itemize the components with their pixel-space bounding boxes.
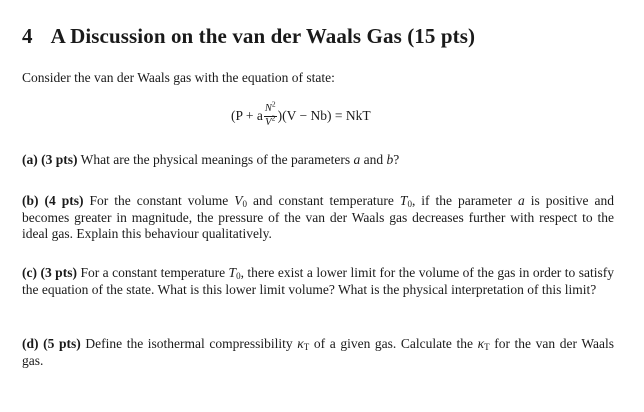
math-variable: b	[386, 152, 394, 167]
math-variable: κ	[477, 336, 485, 351]
math-variable: a	[518, 193, 525, 208]
section-heading	[22, 24, 475, 49]
equation-open: (P + a	[231, 108, 263, 123]
math-subscript: T	[303, 342, 310, 352]
question-label: (a) (3 pts)	[22, 152, 78, 167]
question-a	[22, 152, 614, 169]
question-text: For a constant temperature	[80, 265, 229, 280]
question-label: (c) (3 pts)	[22, 265, 77, 280]
math-variable: T	[228, 265, 237, 280]
question-b	[22, 193, 614, 243]
denominator-power: 2	[271, 113, 276, 122]
question-text: and constant temperature	[246, 193, 400, 208]
question-text: for the van der Waals gas.	[22, 336, 615, 368]
math-subscript: 0	[242, 199, 247, 209]
question-text: of a given gas. Calculate the	[309, 336, 478, 351]
numerator-power: 2	[271, 99, 276, 109]
question-text: Define the isothermal compressibility	[85, 336, 298, 351]
question-label: (b) (4 pts)	[22, 193, 84, 208]
equation-rest: )(V − Nb) = NkT	[277, 108, 371, 123]
question-text: , if the parameter	[411, 193, 519, 208]
section-title: A Discussion on the van der Waals Gas (15 pts)	[50, 24, 476, 48]
math-subscript: 0	[236, 271, 241, 281]
question-text: What are the physical meanings of the parameters	[80, 152, 354, 167]
math-variable: a	[353, 152, 361, 167]
equation-fraction	[264, 99, 277, 128]
section-number: 4	[22, 24, 33, 48]
question-text: ?	[393, 152, 400, 167]
math-variable: T	[399, 193, 408, 208]
question-text: and	[360, 152, 387, 167]
question-text: , there exist a lower limit for the volume of the gas in order to satisfy the equation of the state. What is this lower limit volume? What is the physical interpretation of this limit?	[22, 265, 615, 297]
question-d	[22, 336, 614, 369]
equation-of-state	[231, 97, 371, 135]
question-label: (d) (5 pts)	[22, 336, 81, 351]
math-subscript: T	[484, 342, 490, 352]
fraction-denominator: V	[265, 116, 272, 128]
question-c	[22, 265, 614, 298]
fraction-numerator: N	[264, 103, 272, 114]
math-variable: V	[234, 193, 243, 208]
math-variable: κ	[297, 336, 304, 351]
question-text: For the constant volume	[89, 193, 235, 208]
question-text: is positive and becomes greater in magnitude, the pressure of the van der Waals gas decreases further with respect to the ideal gas. Explain this behaviour qualitatively.	[22, 193, 615, 241]
math-subscript: 0	[407, 199, 412, 209]
intro-text: Consider the van der Waals gas with the equation of state:	[22, 70, 335, 85]
